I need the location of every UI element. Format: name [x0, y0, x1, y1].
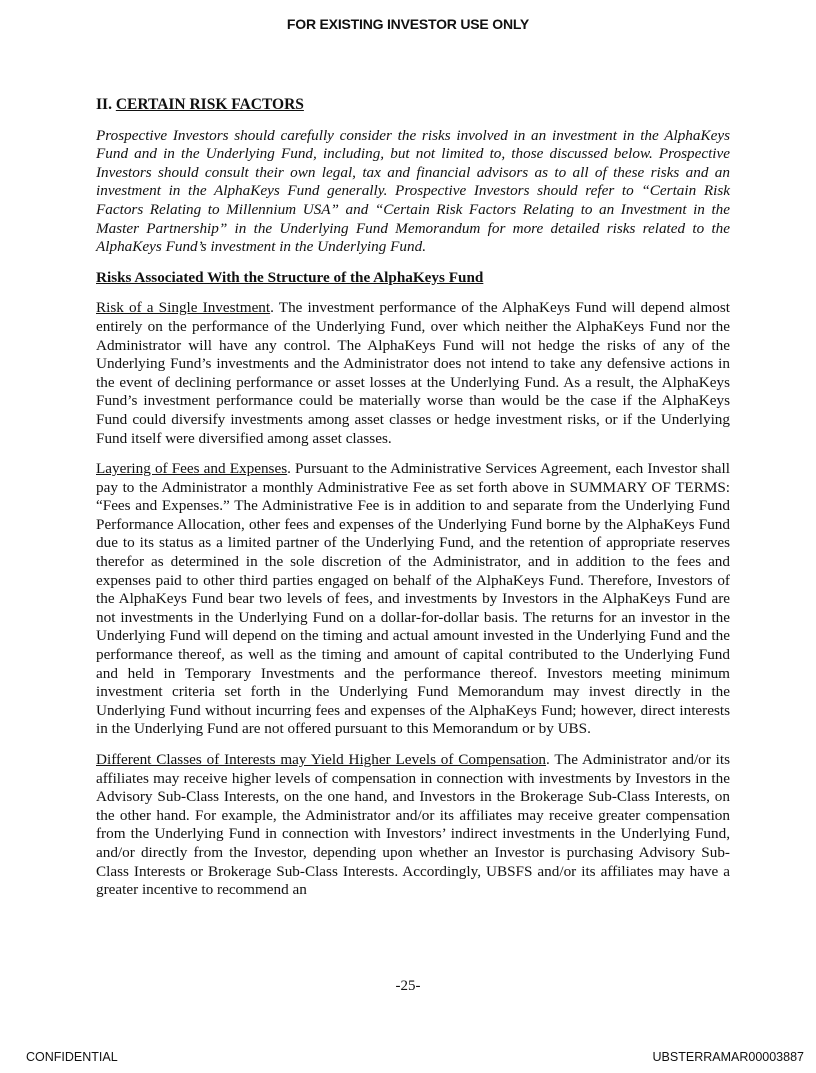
paragraph-lead: Risk of a Single Investment	[96, 299, 271, 317]
paragraph-body: . Pursuant to the Administrative Services Agreement, each Investor shall pay to the Administrator a monthly Administrative Fee as set forth above in SUMMARY OF TERMS: “Fees and Expenses.” The Administrative Fee is in addition to and separate from the Underlying Fund Performance Allocation, other fees and expenses of the Underlying Fund borne by the AlphaKeys Fund due to its status as a limited partner of the Underlying Fund, and the retention of appropriate reserves therefor as determined in the sole discretion of the Administrator, and in addition to the fees and expenses paid to other third parties engaged on behalf of the AlphaKeys Fund. Therefore, Investors of the AlphaKeys Fund bear two levels of fees, and investments by Investors in the AlphaKeys Fund are not investments in the Underlying Fund on a dollar-for-dollar basis. The returns for an investor in the Underlying Fund will depend on the timing and actual amount invested in the Underlying Fund and the performance thereof, as well as the timing and amount of capital contributed to the Underlying Fund and held in Temporary Investments and the performance thereof. Investors meeting minimum investment criteria set forth in the Underlying Fund Memorandum may invest directly in the Underlying Fund without incurring fees and expenses of the AlphaKeys Fund; however, direct interests in the Underlying Fund are not offered pursuant to this Memorandum or by UBS.	[96, 460, 730, 738]
paragraph-body: . The investment performance of the AlphaKeys Fund will depend almost entirely on the performance of the Underlying Fund, over which neither the AlphaKeys Fund nor the Administrator will have any control. The AlphaKeys Fund will not hedge the risks of any of the Underlying Fund’s investments and the Administrator does not intend to take any defensive actions in the event of declining performance or asset losses at the Underlying Fund. As a result, the AlphaKeys Fund’s investment performance could be materially worse than would be the case if the AlphaKeys Fund could diversify investments among asset classes or hedge investment risks, or if the Underlying Fund itself were diversified among asset classes.	[96, 299, 730, 447]
intro-paragraph: Prospective Investors should carefully consider the risks involved in an investment in the AlphaKeys Fund and in the Underlying Fund, including, but not limited to, those discussed below. Prospective Investors should consult their own legal, tax and financial advisors as to all of these risks and an investment in the AlphaKeys Fund generally. Prospective Investors should refer to “Certain Risk Factors Relating to Millennium USA” and “Certain Risk Factors Relating to an Investment in the Master Partnership” in the Underlying Fund Memorandum for more detailed risks related to the AlphaKeys Fund’s investment in the Underlying Fund.	[96, 126, 730, 256]
risk-paragraph-layering-fees	[96, 460, 730, 739]
confidential-label: CONFIDENTIAL	[26, 1050, 118, 1064]
header-banner: FOR EXISTING INVESTOR USE ONLY	[286, 16, 530, 32]
bates-number: UBSTERRAMAR00003887	[652, 1050, 804, 1064]
section-title: CERTAIN RISK FACTORS	[115, 96, 304, 113]
document-body	[96, 96, 730, 912]
paragraph-body: . The Administrator and/or its affiliates may receive higher levels of compensation in connection with investments by Investors in the Advisory Sub-Class Interests, on the one hand, and Investors in the Brokerage Sub-Class Interests, on the other hand. For example, the Administrator and/or its affiliates may receive greater compensation from the Underlying Fund in connection with Investors’ indirect investments in the Underlying Fund, and/or directly from the Investor, depending upon whether an Investor is purchasing Advisory Sub-Class Interests or Brokerage Sub-Class Interests. Accordingly, UBSFS and/or its affiliates may have a greater incentive to recommend an	[96, 751, 730, 899]
risk-paragraph-single-investment	[96, 299, 730, 448]
paragraph-lead: Layering of Fees and Expenses	[96, 460, 288, 478]
paragraph-lead: Different Classes of Interests may Yield Higher Levels of Compensation	[96, 751, 547, 768]
risk-paragraph-different-classes	[96, 751, 730, 900]
section-heading	[96, 96, 730, 115]
page-number: -25-	[395, 978, 421, 994]
subsection-heading: Risks Associated With the Structure of the AlphaKeys Fund	[96, 268, 484, 286]
section-number: II.	[96, 96, 112, 113]
